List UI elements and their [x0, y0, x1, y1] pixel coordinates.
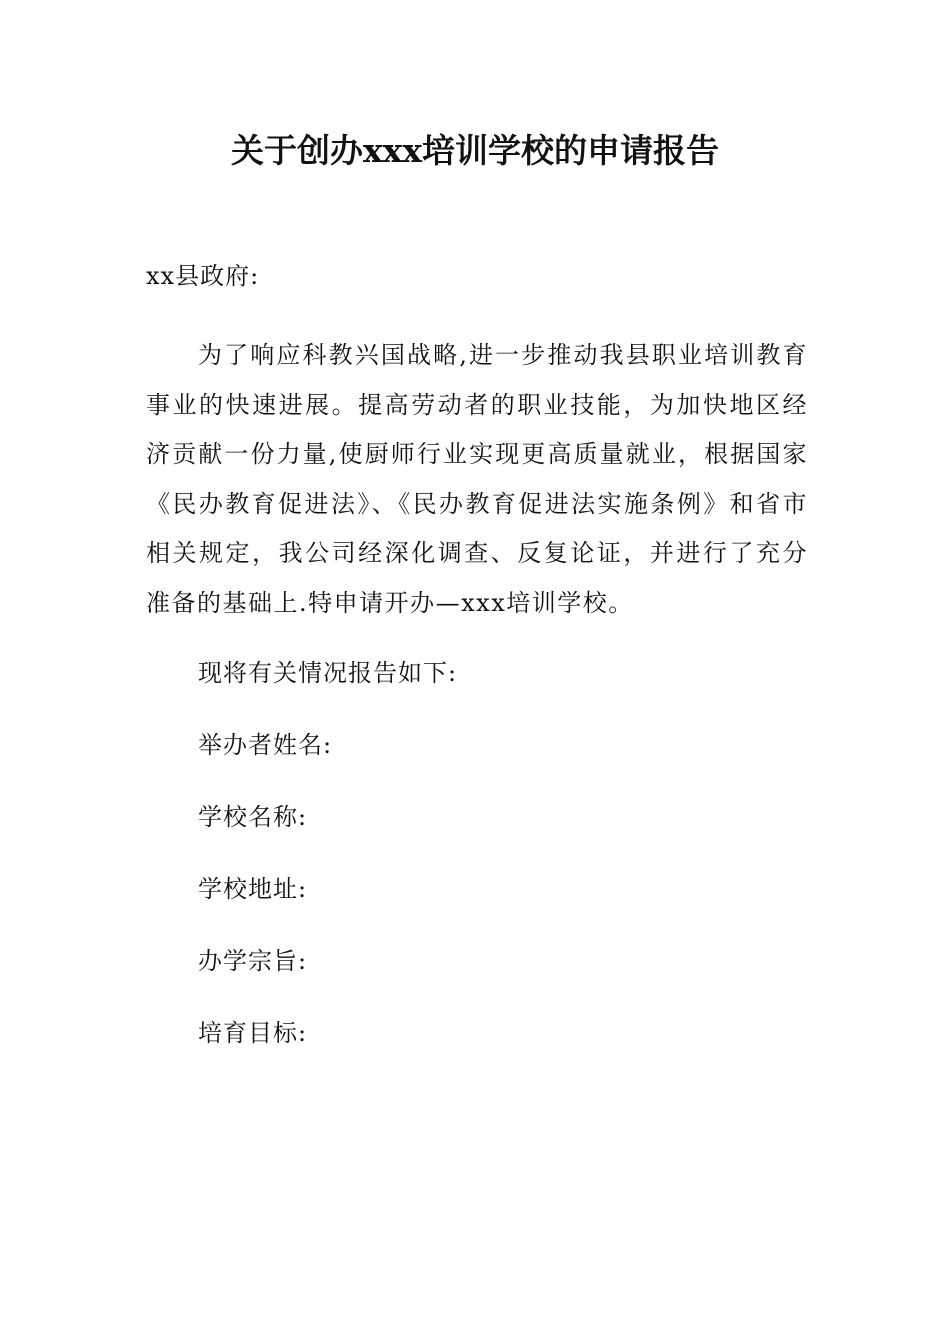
body-paragraph: 为了响应科教兴国战略,进一步推动我县职业培训教育事业的快速进展。提高劳动者的职业技能，为加快地区经济贡献一份力量,使厨师行业实现更高质量就业，根据国家《民办教育促进法》、《民办教育促进法实施条例》和省市相关规定，我公司经深化调查、反复论证，并进行了充分准备的基础上.特申请开办—xxx培训学校。	[146, 341, 808, 617]
field-school-purpose: 办学宗旨:	[198, 947, 308, 975]
field-school-address: 学校地址:	[198, 875, 308, 903]
field-organizer-name: 举办者姓名:	[198, 731, 333, 759]
field-training-goal: 培育目标:	[198, 1019, 308, 1047]
document-title: 关于创办xxx培训学校的申请报告	[230, 131, 720, 170]
field-school-name: 学校名称:	[198, 803, 308, 831]
salutation: xx县政府:	[146, 262, 260, 290]
intro-line: 现将有关情况报告如下:	[198, 659, 458, 687]
